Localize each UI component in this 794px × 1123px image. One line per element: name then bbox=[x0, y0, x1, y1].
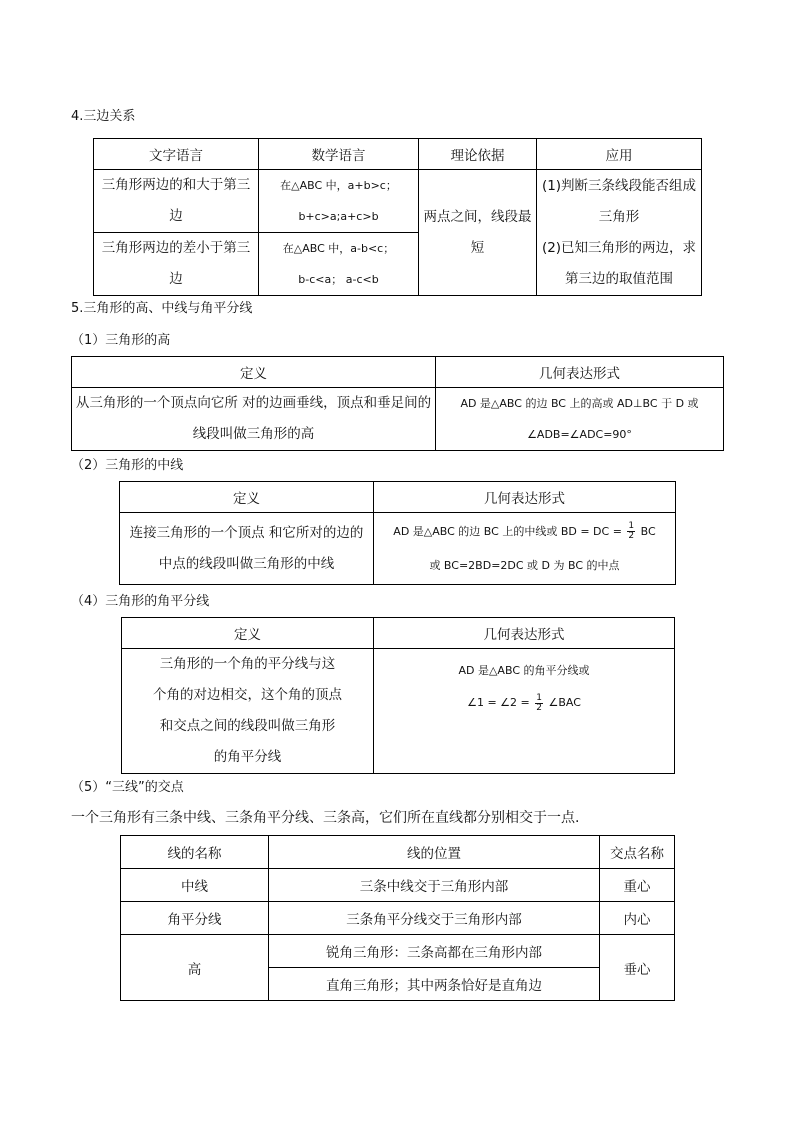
fraction bbox=[535, 694, 543, 713]
geo-line: AD 是△ABC 的边 BC 上的高或 AD⊥BC 于 D 或 bbox=[460, 397, 699, 410]
table-header-row bbox=[72, 357, 724, 388]
math-line: 在△ABC 中，a-b<c； bbox=[282, 242, 395, 255]
geo-line bbox=[377, 687, 671, 719]
table-row bbox=[120, 513, 676, 585]
theory-basis-cell: 两点之间，线段最短 bbox=[419, 170, 537, 296]
application-item: (2)已知三角形的两边，求第三边的取值范围 bbox=[541, 239, 697, 287]
header-cell: 几何表达形式 bbox=[436, 357, 724, 388]
geometric-form-cell bbox=[374, 649, 675, 774]
geo-line: ∠ADB=∠ADC=90° bbox=[527, 428, 632, 441]
definition-line: 的角平分线 bbox=[213, 749, 282, 765]
header-cell: 线的名称 bbox=[121, 836, 269, 869]
line-name-cell: 角平分线 bbox=[121, 902, 269, 935]
table-row bbox=[121, 869, 675, 902]
geo-text: ∠BAC bbox=[548, 696, 581, 709]
line-name-cell: 中线 bbox=[121, 869, 269, 902]
fraction-denominator: 2 bbox=[628, 531, 635, 541]
header-cell: 定义 bbox=[122, 618, 374, 649]
median-table bbox=[119, 481, 676, 585]
line-position-cell: 直角三角形；其中两条恰好是直角边 bbox=[269, 968, 600, 1001]
line-name-cell: 高 bbox=[121, 935, 269, 1001]
fraction-numerator: 1 bbox=[628, 521, 635, 531]
definition-cell: 从三角形的一个顶点向它所 对的边画垂线，顶点和垂足间的线段叫做三角形的高 bbox=[72, 388, 436, 451]
application-cell bbox=[537, 170, 702, 296]
triangle-sides-table bbox=[93, 138, 702, 296]
header-cell: 数学语言 bbox=[259, 139, 419, 170]
header-cell: 几何表达形式 bbox=[374, 618, 675, 649]
header-cell: 定义 bbox=[120, 482, 374, 513]
table-row bbox=[72, 388, 724, 451]
header-cell: 应用 bbox=[537, 139, 702, 170]
table-header-row bbox=[121, 836, 675, 869]
intro-paragraph: 一个三角形有三条中线、三条角平分线、三条高，它们所在直线都分别相交于一点. bbox=[71, 810, 580, 826]
header-cell: 文字语言 bbox=[94, 139, 259, 170]
point-name-cell: 内心 bbox=[600, 902, 675, 935]
definition-cell bbox=[122, 649, 374, 774]
point-name-cell: 垂心 bbox=[600, 935, 675, 1001]
geo-line: AD 是△ABC 的角平分线或 bbox=[458, 664, 590, 677]
bisector-table bbox=[121, 617, 675, 774]
section-5-heading: 5.三角形的高、中线与角平分线 bbox=[71, 301, 253, 316]
text-language-cell: 三角形两边的差小于第三边 bbox=[94, 233, 259, 296]
fraction-numerator: 1 bbox=[536, 692, 542, 703]
bisector-heading: （4）三角形的角平分线 bbox=[71, 594, 210, 609]
median-heading: （2）三角形的中线 bbox=[71, 458, 184, 473]
math-line: b+c>a;a+c>b bbox=[298, 210, 379, 223]
section-4-heading: 4.三边关系 bbox=[71, 109, 136, 124]
header-cell: 定义 bbox=[72, 357, 436, 388]
definition-line: 三角形的一个角的平分线与这 bbox=[159, 656, 336, 672]
geo-text: BC bbox=[640, 524, 656, 538]
fraction-denominator: 2 bbox=[536, 702, 542, 713]
math-line: 在△ABC 中，a+b>c； bbox=[280, 179, 397, 192]
text-language-cell: 三角形两边的和大于第三边 bbox=[94, 170, 259, 233]
intersection-heading: （5）“三线”的交点 bbox=[71, 780, 184, 795]
definition-line: 和交点之间的线段叫做三角形 bbox=[159, 718, 336, 734]
header-cell: 几何表达形式 bbox=[374, 482, 676, 513]
definition-line: 个角的对边相交，这个角的顶点 bbox=[153, 687, 342, 703]
header-cell: 线的位置 bbox=[269, 836, 600, 869]
geometric-form-cell bbox=[436, 388, 724, 451]
table-header-row bbox=[120, 482, 676, 513]
table-header-row bbox=[122, 618, 675, 649]
table-row bbox=[122, 649, 675, 774]
table-row bbox=[121, 902, 675, 935]
geometric-form-cell bbox=[374, 513, 676, 585]
geo-text: ∠1 = ∠2 = bbox=[467, 696, 530, 709]
fraction bbox=[627, 522, 635, 541]
header-cell: 理论依据 bbox=[419, 139, 537, 170]
table-row bbox=[121, 935, 675, 968]
altitude-heading: （1）三角形的高 bbox=[71, 333, 171, 348]
line-position-cell: 三条中线交于三角形内部 bbox=[269, 869, 600, 902]
math-language-cell bbox=[259, 170, 419, 233]
definition-cell: 连接三角形的一个顶点 和它所对的边的中点的线段叫做三角形的中线 bbox=[120, 513, 374, 585]
geo-text: AD 是△ABC 的边 BC 上的中线或 BD = DC = bbox=[393, 524, 622, 538]
altitude-table bbox=[71, 356, 724, 451]
point-name-cell: 重心 bbox=[600, 869, 675, 902]
math-language-cell bbox=[259, 233, 419, 296]
intersection-table bbox=[120, 835, 675, 1001]
application-item: (1)判断三条线段能否组成三角形 bbox=[541, 177, 697, 225]
geo-line: 或 BC=2BD=2DC 或 D 为 BC 的中点 bbox=[429, 558, 620, 572]
table-header-row bbox=[94, 139, 702, 170]
line-position-cell: 三条角平分线交于三角形内部 bbox=[269, 902, 600, 935]
header-cell: 交点名称 bbox=[600, 836, 675, 869]
math-line: b-c<a； a-c<b bbox=[298, 273, 379, 286]
table-row bbox=[94, 170, 702, 233]
line-position-cell: 锐角三角形：三条高都在三角形内部 bbox=[269, 935, 600, 968]
geo-line bbox=[377, 515, 672, 549]
